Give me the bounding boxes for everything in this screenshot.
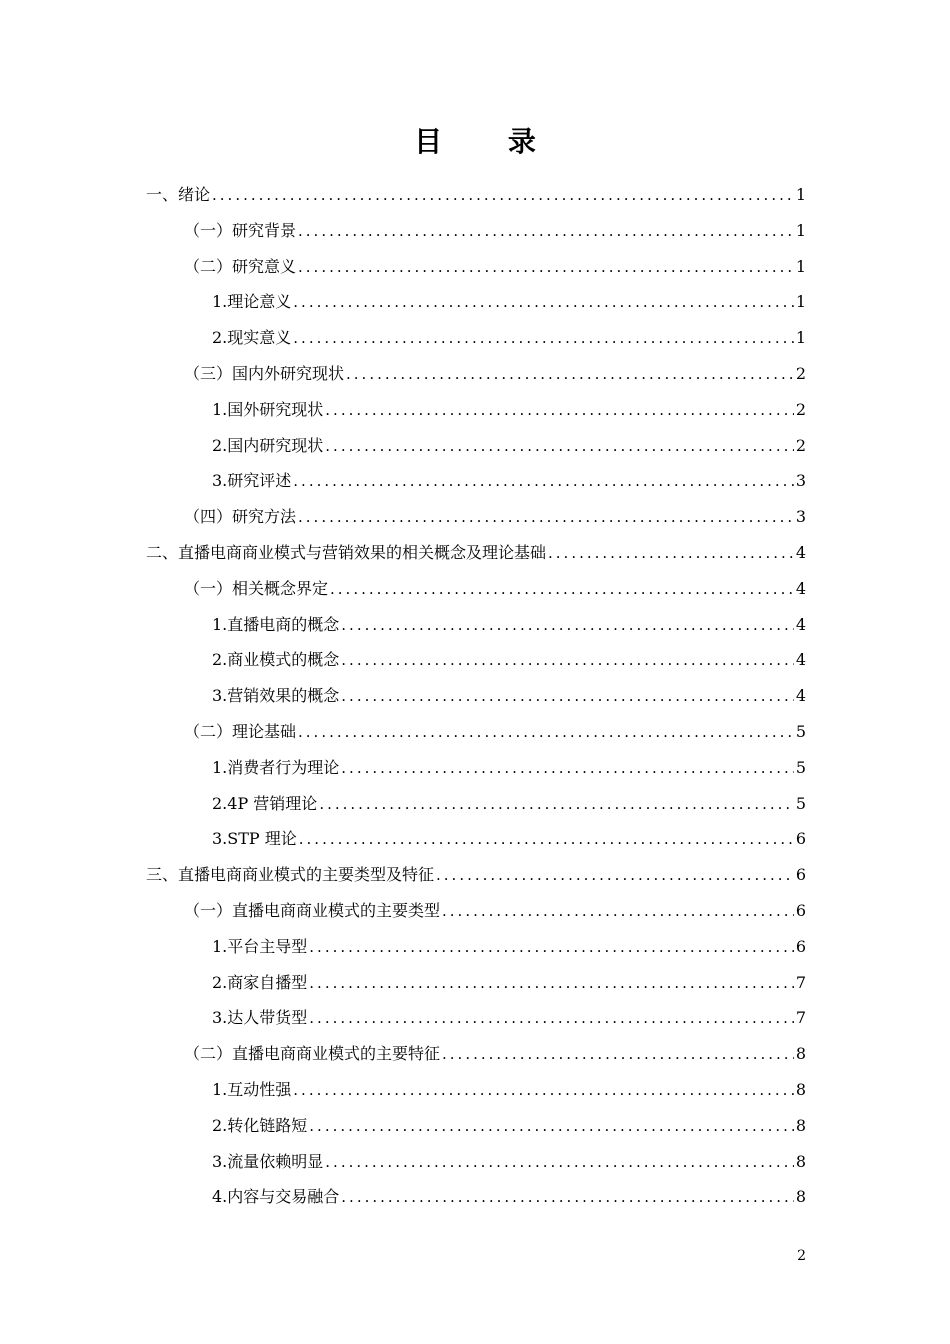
toc-entry-title: 2.4P 营销理论 — [212, 793, 318, 813]
toc-entry-page: 6 — [795, 936, 806, 956]
toc-dot-leader — [293, 464, 794, 500]
toc-dot-leader — [325, 1145, 794, 1181]
toc-entry[interactable] — [146, 786, 806, 822]
toc-entry-page: 4 — [795, 650, 806, 670]
toc-entry-page: 5 — [795, 793, 806, 813]
toc-entry[interactable] — [146, 1179, 806, 1215]
toc-entry-page: 7 — [795, 1008, 806, 1028]
toc-dot-leader — [309, 930, 794, 966]
toc-entry-page: 3 — [795, 507, 806, 527]
toc-entry[interactable] — [146, 1000, 806, 1036]
toc-entry-title: 1.消费者行为理论 — [212, 757, 340, 777]
toc-entry-title: 2.商业模式的概念 — [212, 650, 340, 670]
toc-entry[interactable] — [146, 535, 806, 571]
toc-entry-page: 5 — [795, 721, 806, 741]
toc-entry-title: 3.STP 理论 — [212, 829, 297, 849]
toc-entry[interactable] — [146, 213, 806, 249]
toc-entry[interactable] — [146, 177, 806, 213]
toc-entry[interactable] — [146, 284, 806, 320]
toc-entry[interactable] — [146, 428, 806, 464]
toc-entry-page: 1 — [795, 328, 806, 348]
toc-entry-page: 4 — [795, 614, 806, 634]
toc-entry[interactable] — [146, 642, 806, 678]
toc-entry[interactable] — [146, 607, 806, 643]
toc-dot-leader — [309, 1109, 794, 1145]
toc-dot-leader — [293, 285, 794, 321]
toc-entry[interactable] — [146, 463, 806, 499]
toc-entry-title: 1.国外研究现状 — [212, 399, 324, 419]
toc-entry-title: 3.研究评述 — [212, 471, 292, 491]
toc-dot-leader — [548, 536, 794, 572]
toc-dot-leader — [325, 393, 794, 429]
toc-entry-title: （一）研究背景 — [184, 220, 297, 240]
toc-entry-title: 1.理论意义 — [212, 292, 292, 312]
toc-entry[interactable] — [146, 893, 806, 929]
toc-dot-leader — [309, 1001, 794, 1037]
toc-entry-page: 8 — [795, 1115, 806, 1135]
toc-dot-leader — [293, 1073, 794, 1109]
toc-entry-page: 2 — [795, 363, 806, 383]
toc-dot-leader — [298, 500, 794, 536]
toc-entry-title: （二）直播电商商业模式的主要特征 — [184, 1044, 441, 1064]
toc-entry-page: 8 — [795, 1044, 806, 1064]
toc-dot-leader — [341, 751, 794, 787]
toc-entry-title: 3.达人带货型 — [212, 1008, 308, 1028]
toc-entry-page: 6 — [795, 865, 806, 885]
toc-entry-title: 2.国内研究现状 — [212, 435, 324, 455]
toc-entry-page: 1 — [795, 185, 806, 204]
toc-entry-title: （三）国内外研究现状 — [184, 363, 345, 383]
toc-dot-leader — [436, 858, 794, 894]
toc-dot-leader — [319, 787, 794, 823]
toc-entry-page: 6 — [795, 900, 806, 920]
toc-entry-page: 4 — [795, 578, 806, 598]
toc-entry-title: 1.平台主导型 — [212, 936, 308, 956]
toc-dot-leader — [341, 643, 794, 679]
table-of-contents — [146, 177, 806, 1215]
toc-dot-leader — [341, 1180, 794, 1216]
toc-dot-leader — [299, 822, 794, 858]
toc-entry-page: 1 — [795, 220, 806, 240]
toc-entry[interactable] — [146, 320, 806, 356]
toc-entry-page: 8 — [795, 1079, 806, 1099]
toc-entry[interactable] — [146, 857, 806, 893]
toc-entry-title: 2.转化链路短 — [212, 1115, 308, 1135]
toc-entry-title: （二）理论基础 — [184, 721, 297, 741]
toc-dot-leader — [442, 1037, 794, 1073]
toc-dot-leader — [346, 357, 794, 393]
toc-dot-leader — [341, 608, 794, 644]
toc-entry-page: 2 — [795, 435, 806, 455]
page-number: 2 — [797, 1248, 806, 1264]
toc-entry-page: 8 — [795, 1187, 806, 1207]
toc-entry-title: 1.互动性强 — [212, 1079, 292, 1099]
toc-entry-page: 5 — [795, 757, 806, 777]
toc-entry[interactable] — [146, 499, 806, 535]
toc-entry[interactable] — [146, 750, 806, 786]
toc-entry[interactable] — [146, 678, 806, 714]
toc-entry[interactable] — [146, 356, 806, 392]
toc-entry[interactable] — [146, 1108, 806, 1144]
toc-entry-page: 3 — [795, 471, 806, 491]
page-title: 目 录 — [414, 125, 564, 158]
toc-entry-page: 4 — [795, 686, 806, 706]
toc-entry[interactable] — [146, 1036, 806, 1072]
toc-entry-page: 6 — [795, 829, 806, 849]
toc-dot-leader — [330, 572, 794, 608]
toc-entry-title: 三、直播电商商业模式的主要类型及特征 — [146, 865, 435, 885]
toc-entry-title: （四）研究方法 — [184, 507, 297, 527]
toc-dot-leader — [298, 250, 794, 286]
toc-dot-leader — [325, 429, 794, 465]
toc-entry-title: （一）直播电商商业模式的主要类型 — [184, 900, 441, 920]
toc-entry[interactable] — [146, 1144, 806, 1180]
toc-dot-leader — [298, 214, 794, 250]
toc-dot-leader — [298, 715, 794, 751]
toc-entry-title: 1.直播电商的概念 — [212, 614, 340, 634]
toc-entry-page: 1 — [795, 256, 806, 276]
toc-dot-leader — [212, 178, 794, 214]
toc-dot-leader — [341, 679, 794, 715]
toc-entry[interactable] — [146, 392, 806, 428]
toc-entry[interactable] — [146, 821, 806, 857]
toc-entry-title: 3.营销效果的概念 — [212, 686, 340, 706]
toc-entry[interactable] — [146, 1072, 806, 1108]
toc-entry-page: 7 — [795, 972, 806, 992]
toc-entry-page: 4 — [795, 542, 806, 562]
toc-entry[interactable] — [146, 929, 806, 965]
toc-entry-title: 4.内容与交易融合 — [212, 1187, 340, 1207]
toc-entry-title: 3.流量依赖明显 — [212, 1151, 324, 1171]
toc-entry[interactable] — [146, 714, 806, 750]
toc-entry[interactable] — [146, 965, 806, 1001]
toc-entry-title: 2.现实意义 — [212, 328, 292, 348]
toc-entry-title: 一、绪论 — [146, 185, 211, 204]
toc-entry-page: 8 — [795, 1151, 806, 1171]
toc-entry-title: 2.商家自播型 — [212, 972, 308, 992]
toc-entry[interactable] — [146, 249, 806, 285]
toc-dot-leader — [442, 894, 794, 930]
toc-entry[interactable] — [146, 571, 806, 607]
toc-entry-title: （一）相关概念界定 — [184, 578, 329, 598]
toc-dot-leader — [293, 321, 794, 357]
toc-entry-title: （二）研究意义 — [184, 256, 297, 276]
toc-entry-page: 2 — [795, 399, 806, 419]
toc-entry-title: 二、直播电商商业模式与营销效果的相关概念及理论基础 — [146, 542, 547, 562]
toc-entry-page: 1 — [795, 292, 806, 312]
toc-dot-leader — [309, 966, 794, 1002]
